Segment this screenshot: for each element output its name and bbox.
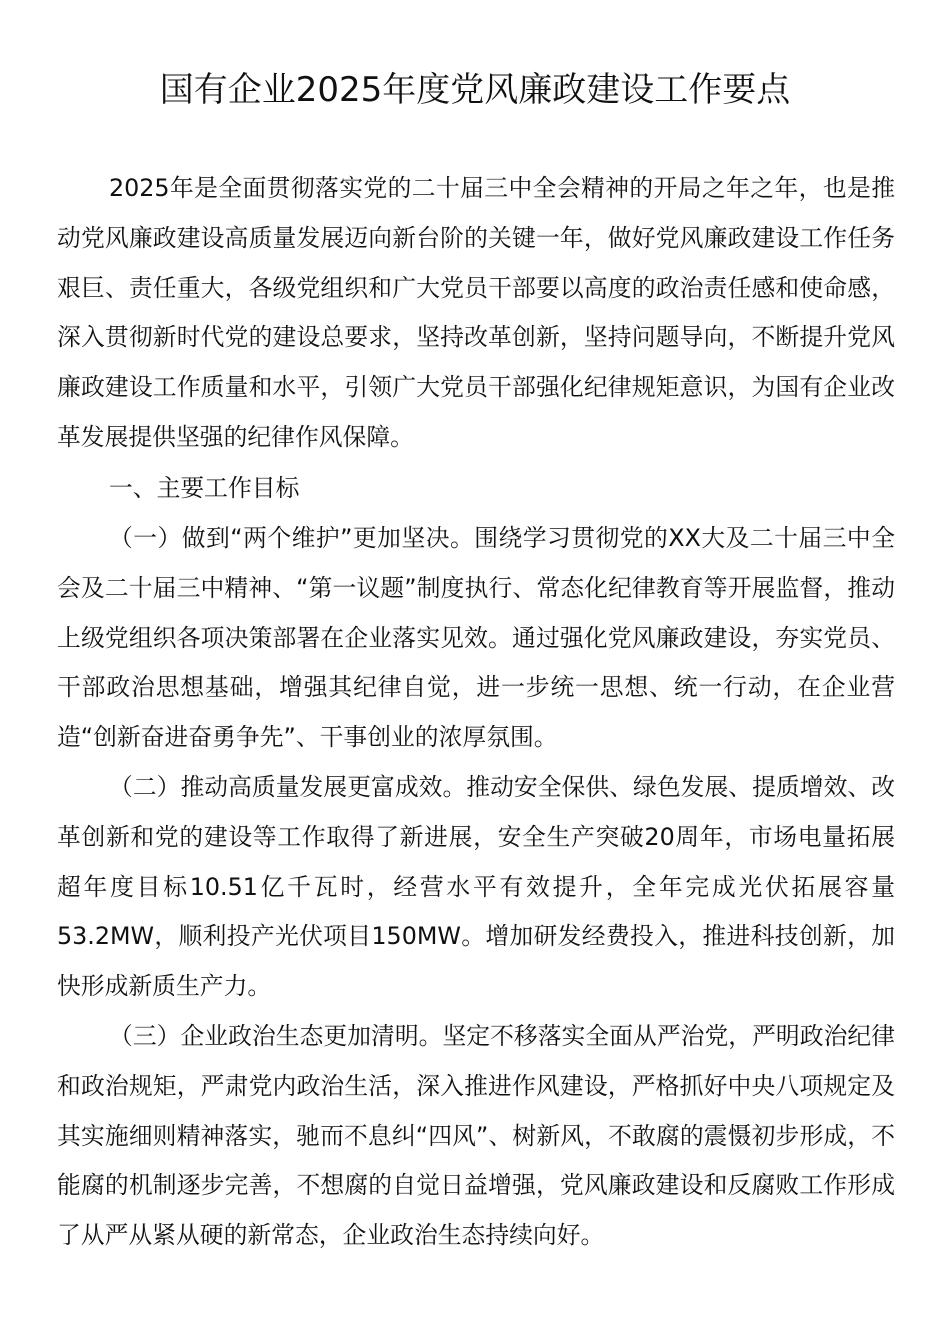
intro-paragraph: 2025年是全面贯彻落实党的二十届三中全会精神的开局之年之年，也是推动党风廉政建设高质量发展迈向新台阶的关键一年，做好党风廉政建设工作任务艰巨、责任重大，各级党组织和广大党员干部要以高度的政治责任感和使命感，深入贯彻新时代党的建设总要求，坚持改革创新，坚持问题导向，不断提升党风廉政建设工作质量和水平，引领广大党员干部强化纪律规矩意识，为国有企业改革发展提供坚强的纪律作风保障。 [57, 174, 895, 451]
goal-item-2-paragraph: （二）推动高质量发展更富成效。推动安全保供、绿色发展、提质增效、改革创新和党的建设等工作取得了新进展，安全生产突破20周年，市场电量拓展超年度目标10.51亿千瓦时，经营水平有效提升，全年完成光伏拓展容量53.2MW，顺利投产光伏项目150MW。增加研发经费投入，推进科技创新，加快形成新质生产力。 [57, 773, 895, 1001]
goal-item-1-paragraph: （一）做到“两个维护”更加坚决。围绕学习贯彻党的XX大及二十届三中全会及二十届三中精神、“第一议题”制度执行、常态化纪律教育等开展监督，推动上级党组织各项决策部署在企业落实见效。通过强化党风廉政建设，夯实党员、干部政治思想基础，增强其纪律自觉，进一步统一思想、统一行动，在企业营造“创新奋进奋勇争先”、干事创业的浓厚氛围。 [57, 524, 895, 752]
goal-item-3-paragraph: （三）企业政治生态更加清明。坚定不移落实全面从严治党，严明政治纪律和政治规矩，严肃党内政治生活，深入推进作风建设，严格抓好中央八项规定及其实施细则精神落实，驰而不息纠“四风”、树新风，不敢腐的震慑初步形成，不能腐的机制逐步完善，不想腐的自觉日益增强，党风廉政建设和反腐败工作形成了从严从紧从硬的新常态，企业政治生态持续向好。 [57, 1022, 895, 1250]
document-title: 国有企业2025年度党风廉政建设工作要点 [159, 70, 791, 110]
section-heading-main-goals: 一、主要工作目标 [109, 474, 300, 502]
